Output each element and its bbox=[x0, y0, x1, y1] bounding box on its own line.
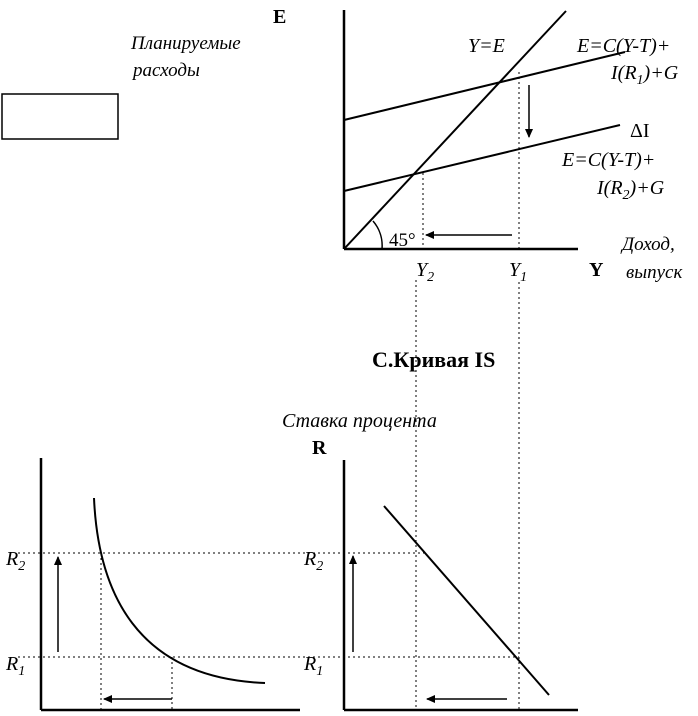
upper-expenditure-line bbox=[344, 52, 625, 120]
r-axis-label: R bbox=[312, 437, 327, 459]
is-r2-label: $R_2$ bbox=[304, 548, 324, 574]
is-curve bbox=[384, 506, 549, 695]
upper-line-label-1: E=C(Y-T)+ bbox=[577, 35, 671, 57]
angle-label: 45° bbox=[389, 230, 416, 251]
income-label-line1: Доход, bbox=[622, 234, 675, 255]
y1-label: $Y_1$ bbox=[509, 259, 528, 285]
income-label-line2: выпуск bbox=[626, 262, 683, 283]
y-equals-e-line bbox=[344, 11, 566, 249]
angle-arc bbox=[373, 221, 382, 249]
investment-curve bbox=[94, 498, 265, 683]
investment-function-diagram bbox=[5, 458, 300, 710]
left-r1-label: $R_1$ bbox=[6, 653, 26, 679]
planned-spending-label-line2: расходы bbox=[133, 60, 200, 81]
y-equals-e-label: Y=E bbox=[468, 35, 505, 57]
keynesian-cross-diagram bbox=[2, 6, 683, 285]
is-curve-diagram bbox=[18, 280, 578, 710]
lower-line-label-1: E=C(Y-T)+ bbox=[562, 149, 656, 171]
delta-i-label: ΔI bbox=[630, 120, 650, 142]
is-section-title: C.Кривая IS bbox=[372, 347, 496, 372]
is-r1-label: $R_1$ bbox=[304, 653, 324, 679]
left-r2-label: $R_2$ bbox=[6, 548, 26, 574]
planned-spending-label-line1: Планируемые bbox=[131, 33, 241, 54]
lower-line-label-2: $I(R_2)+G$ bbox=[597, 177, 665, 203]
interest-rate-label: Ставка процента bbox=[282, 410, 437, 432]
upper-line-label-2: $I(R_1)+G$ bbox=[611, 62, 679, 88]
e-axis-label: E bbox=[273, 6, 287, 28]
empty-box bbox=[2, 94, 118, 139]
y2-label: $Y_2$ bbox=[416, 259, 435, 285]
y-axis-label: Y bbox=[589, 259, 604, 281]
